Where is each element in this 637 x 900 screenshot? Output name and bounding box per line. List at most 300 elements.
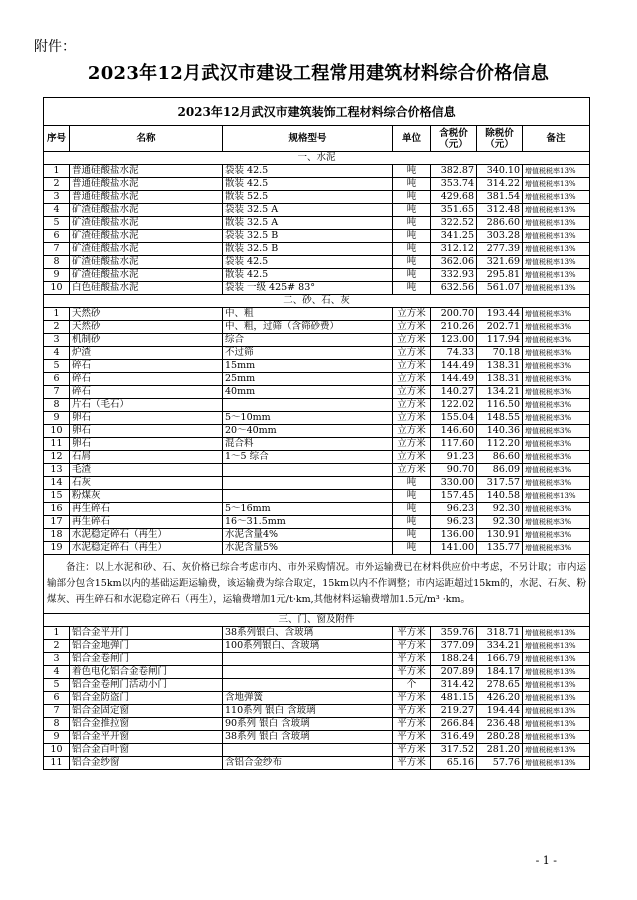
cell-price-with-tax: 332.93 — [431, 269, 477, 282]
cell-name: 铝合金纱窗 — [70, 757, 223, 770]
cell-spec: 混合料 — [223, 438, 393, 451]
cell-price-without-tax: 134.21 — [477, 386, 523, 399]
table-row — [44, 269, 590, 282]
cell-price-with-tax: 141.00 — [431, 542, 477, 555]
cell-remarks: 增值税税率3% — [523, 516, 590, 529]
cell-unit: 立方米 — [393, 334, 431, 347]
table-row — [44, 256, 590, 269]
cell-spec: 40mm — [223, 386, 393, 399]
column-header-remarks: 备注 — [523, 126, 590, 152]
cell-remarks: 增值税税率13% — [523, 204, 590, 217]
cell-index: 7 — [44, 705, 70, 718]
table-row — [44, 347, 590, 360]
cell-index: 5 — [44, 360, 70, 373]
cell-remarks: 增值税税率13% — [523, 731, 590, 744]
cell-price-without-tax: 561.07 — [477, 282, 523, 295]
cell-unit: 立方米 — [393, 464, 431, 477]
table-row — [44, 542, 590, 555]
column-header-name: 名称 — [70, 126, 223, 152]
table-row — [44, 490, 590, 503]
cell-price-with-tax: 157.45 — [431, 490, 477, 503]
table-row — [44, 386, 590, 399]
cell-unit: 吨 — [393, 477, 431, 490]
cell-unit: 立方米 — [393, 373, 431, 386]
cell-price-without-tax: 286.60 — [477, 217, 523, 230]
cell-price-without-tax: 381.54 — [477, 191, 523, 204]
cell-remarks: 增值税税率13% — [523, 640, 590, 653]
cell-name: 毛渣 — [70, 464, 223, 477]
cell-index: 11 — [44, 438, 70, 451]
notes-text: 备注：以上水泥和砂、石、灰价格已综合考虑市内、市外采购情况。市外运输费已在材料供应价中考虑，不另计取；市内运输部分包含15km以内的基础运距运输费，该运输费为综合取定，15km以内不作调整；市内运距超过15km的，水泥、石灰、粉煤灰、再生碎石和水泥稳定碎石（再生），运输费增加1元/t·km,其他材料运输费增加1.5元/m³ ·km。 — [44, 555, 590, 614]
cell-index: 2 — [44, 321, 70, 334]
cell-price-without-tax: 140.58 — [477, 490, 523, 503]
cell-remarks: 增值税税率13% — [523, 191, 590, 204]
cell-price-with-tax: 330.00 — [431, 477, 477, 490]
table-row — [44, 399, 590, 412]
cell-remarks: 增值税税率3% — [523, 373, 590, 386]
cell-spec: 袋装 32.5 A — [223, 204, 393, 217]
cell-price-with-tax: 317.52 — [431, 744, 477, 757]
cell-name: 铝合金平开窗 — [70, 731, 223, 744]
cell-name: 铝合金防盗门 — [70, 692, 223, 705]
cell-remarks: 增值税税率13% — [523, 627, 590, 640]
cell-price-with-tax: 144.49 — [431, 360, 477, 373]
cell-price-without-tax: 194.44 — [477, 705, 523, 718]
cell-index: 7 — [44, 386, 70, 399]
cell-name: 卵石 — [70, 412, 223, 425]
cell-index: 5 — [44, 679, 70, 692]
cell-index: 10 — [44, 282, 70, 295]
cell-price-with-tax: 429.68 — [431, 191, 477, 204]
cell-price-with-tax: 188.24 — [431, 653, 477, 666]
cell-spec: 袋装 一级 425# 83° — [223, 282, 393, 295]
cell-price-with-tax: 90.70 — [431, 464, 477, 477]
cell-spec: 散装 32.5 A — [223, 217, 393, 230]
cell-index: 3 — [44, 334, 70, 347]
page-number-text: - 1 - — [535, 854, 557, 867]
table-row — [44, 477, 590, 490]
cell-unit: 吨 — [393, 269, 431, 282]
cell-spec: 90系列 银白 含玻璃 — [223, 718, 393, 731]
cell-unit: 吨 — [393, 503, 431, 516]
cell-price-with-tax: 341.25 — [431, 230, 477, 243]
cell-remarks: 增值税税率13% — [523, 256, 590, 269]
cell-remarks: 增值税税率13% — [523, 757, 590, 770]
cell-price-without-tax: 140.36 — [477, 425, 523, 438]
notes-row — [44, 555, 590, 614]
cell-unit: 吨 — [393, 217, 431, 230]
cell-price-without-tax: 277.39 — [477, 243, 523, 256]
cell-name: 再生碎石 — [70, 503, 223, 516]
cell-spec — [223, 653, 393, 666]
table-row — [44, 230, 590, 243]
cell-unit: 立方米 — [393, 347, 431, 360]
cell-price-with-tax: 207.89 — [431, 666, 477, 679]
cell-price-with-tax: 219.27 — [431, 705, 477, 718]
cell-name: 矿渣硅酸盐水泥 — [70, 230, 223, 243]
cell-price-without-tax: 138.31 — [477, 373, 523, 386]
cell-name: 片石（毛石） — [70, 399, 223, 412]
cell-spec — [223, 477, 393, 490]
table-row — [44, 217, 590, 230]
cell-name: 着色电化铝合金卷闸门 — [70, 666, 223, 679]
cell-name: 普通硅酸盐水泥 — [70, 165, 223, 178]
cell-price-with-tax: 481.15 — [431, 692, 477, 705]
cell-price-without-tax: 202.71 — [477, 321, 523, 334]
cell-price-with-tax: 96.23 — [431, 516, 477, 529]
table-row — [44, 705, 590, 718]
cell-price-with-tax: 351.65 — [431, 204, 477, 217]
cell-remarks: 增值税税率3% — [523, 438, 590, 451]
cell-index: 10 — [44, 744, 70, 757]
cell-unit: 吨 — [393, 230, 431, 243]
table-row — [44, 653, 590, 666]
cell-name: 水泥稳定碎石（再生） — [70, 529, 223, 542]
cell-index: 6 — [44, 373, 70, 386]
table-row — [44, 640, 590, 653]
cell-unit: 吨 — [393, 178, 431, 191]
cell-name: 白色硅酸盐水泥 — [70, 282, 223, 295]
cell-spec: 水泥含量4% — [223, 529, 393, 542]
cell-spec: 中、粗，过筛（含筛砂费） — [223, 321, 393, 334]
table-row — [44, 243, 590, 256]
cell-price-without-tax: 303.28 — [477, 230, 523, 243]
cell-remarks: 增值税税率3% — [523, 399, 590, 412]
cell-price-without-tax: 138.31 — [477, 360, 523, 373]
cell-unit: 立方米 — [393, 321, 431, 334]
cell-price-without-tax: 112.20 — [477, 438, 523, 451]
table-row — [44, 529, 590, 542]
cell-unit: 吨 — [393, 243, 431, 256]
cell-price-with-tax: 122.02 — [431, 399, 477, 412]
cell-price-without-tax: 317.57 — [477, 477, 523, 490]
cell-price-with-tax: 74.33 — [431, 347, 477, 360]
cell-name: 炉渣 — [70, 347, 223, 360]
cell-name: 再生碎石 — [70, 516, 223, 529]
cell-remarks: 增值税税率3% — [523, 503, 590, 516]
cell-remarks: 增值税税率13% — [523, 282, 590, 295]
cell-spec: 38系列银白、含玻璃 — [223, 627, 393, 640]
cell-spec: 袋装 42.5 — [223, 256, 393, 269]
cell-index: 11 — [44, 757, 70, 770]
cell-spec — [223, 744, 393, 757]
cell-price-with-tax: 91.23 — [431, 451, 477, 464]
cell-spec: 散装 32.5 B — [223, 243, 393, 256]
cell-spec: 水泥含量5% — [223, 542, 393, 555]
cell-price-without-tax: 86.09 — [477, 464, 523, 477]
table-row — [44, 412, 590, 425]
cell-index: 15 — [44, 490, 70, 503]
cell-price-with-tax: 140.27 — [431, 386, 477, 399]
cell-price-without-tax: 148.55 — [477, 412, 523, 425]
table-row — [44, 679, 590, 692]
cell-remarks: 增值税税率3% — [523, 321, 590, 334]
cell-price-without-tax: 86.60 — [477, 451, 523, 464]
cell-unit: 平方米 — [393, 705, 431, 718]
cell-index: 13 — [44, 464, 70, 477]
cell-price-without-tax: 334.21 — [477, 640, 523, 653]
cell-unit: 立方米 — [393, 438, 431, 451]
cell-index: 5 — [44, 217, 70, 230]
cell-spec: 5～10mm — [223, 412, 393, 425]
cell-index: 17 — [44, 516, 70, 529]
table-title: 2023年12月武汉市建筑装饰工程材料综合价格信息 — [44, 98, 590, 126]
cell-spec: 1～5 综合 — [223, 451, 393, 464]
table-row — [44, 666, 590, 679]
cell-remarks: 增值税税率3% — [523, 464, 590, 477]
cell-remarks: 增值税税率13% — [523, 217, 590, 230]
cell-price-with-tax: 632.56 — [431, 282, 477, 295]
cell-price-without-tax: 236.48 — [477, 718, 523, 731]
cell-name: 铝合金百叶窗 — [70, 744, 223, 757]
cell-unit: 立方米 — [393, 399, 431, 412]
cell-name: 石灰 — [70, 477, 223, 490]
cell-remarks: 增值税税率13% — [523, 490, 590, 503]
cell-price-without-tax: 92.30 — [477, 516, 523, 529]
cell-price-with-tax: 266.84 — [431, 718, 477, 731]
cell-name: 普通硅酸盐水泥 — [70, 178, 223, 191]
table-row — [44, 204, 590, 217]
cell-unit: 立方米 — [393, 308, 431, 321]
cell-spec: 25mm — [223, 373, 393, 386]
table-row — [44, 334, 590, 347]
cell-price-with-tax: 322.52 — [431, 217, 477, 230]
cell-unit: 平方米 — [393, 627, 431, 640]
cell-spec: 袋装 42.5 — [223, 165, 393, 178]
cell-remarks: 增值税税率13% — [523, 243, 590, 256]
cell-price-without-tax: 281.20 — [477, 744, 523, 757]
cell-remarks: 增值税税率3% — [523, 451, 590, 464]
cell-price-with-tax: 362.06 — [431, 256, 477, 269]
cell-price-without-tax: 314.22 — [477, 178, 523, 191]
cell-remarks: 增值税税率13% — [523, 718, 590, 731]
cell-price-with-tax: 359.76 — [431, 627, 477, 640]
cell-spec: 含地弹簧 — [223, 692, 393, 705]
cell-unit: 立方米 — [393, 451, 431, 464]
cell-index: 6 — [44, 692, 70, 705]
cell-name: 矿渣硅酸盐水泥 — [70, 269, 223, 282]
cell-unit: 吨 — [393, 204, 431, 217]
table-row — [44, 360, 590, 373]
cell-name: 矿渣硅酸盐水泥 — [70, 204, 223, 217]
cell-unit: 吨 — [393, 165, 431, 178]
cell-index: 14 — [44, 477, 70, 490]
cell-remarks: 增值税税率3% — [523, 360, 590, 373]
cell-remarks: 增值税税率3% — [523, 386, 590, 399]
cell-unit: 吨 — [393, 256, 431, 269]
cell-unit: 吨 — [393, 490, 431, 503]
cell-price-with-tax: 146.60 — [431, 425, 477, 438]
cell-name: 天然砂 — [70, 308, 223, 321]
cell-spec: 综合 — [223, 334, 393, 347]
cell-price-without-tax: 135.77 — [477, 542, 523, 555]
cell-spec — [223, 399, 393, 412]
cell-name: 普通硅酸盐水泥 — [70, 191, 223, 204]
table-row — [44, 744, 590, 757]
column-header-spec: 规格型号 — [223, 126, 393, 152]
cell-index: 8 — [44, 718, 70, 731]
cell-spec: 散装 42.5 — [223, 178, 393, 191]
cell-spec: 110系列 银白 含玻璃 — [223, 705, 393, 718]
cell-remarks: 增值税税率3% — [523, 425, 590, 438]
section-title: 三、门、窗及附件 — [44, 614, 590, 627]
cell-unit: 立方米 — [393, 386, 431, 399]
cell-unit: 吨 — [393, 529, 431, 542]
cell-price-with-tax: 382.87 — [431, 165, 477, 178]
cell-price-with-tax: 377.09 — [431, 640, 477, 653]
cell-spec — [223, 464, 393, 477]
cell-index: 18 — [44, 529, 70, 542]
cell-price-with-tax: 312.12 — [431, 243, 477, 256]
cell-name: 机制砂 — [70, 334, 223, 347]
page-number — [0, 854, 637, 867]
cell-index: 3 — [44, 653, 70, 666]
cell-index: 1 — [44, 165, 70, 178]
section-header-row — [44, 152, 590, 165]
cell-spec: 散装 42.5 — [223, 269, 393, 282]
cell-price-without-tax: 321.69 — [477, 256, 523, 269]
cell-price-with-tax: 314.42 — [431, 679, 477, 692]
cell-index: 6 — [44, 230, 70, 243]
column-header-price-without-tax: 除税价（元） — [477, 126, 523, 152]
cell-spec: 100系列银白、含玻璃 — [223, 640, 393, 653]
cell-unit: 吨 — [393, 191, 431, 204]
cell-spec: 20～40mm — [223, 425, 393, 438]
column-header-unit: 单位 — [393, 126, 431, 152]
table-row — [44, 373, 590, 386]
cell-name: 矿渣硅酸盐水泥 — [70, 243, 223, 256]
table-row — [44, 627, 590, 640]
cell-index: 8 — [44, 399, 70, 412]
cell-name: 粉煤灰 — [70, 490, 223, 503]
cell-index: 12 — [44, 451, 70, 464]
cell-remarks: 增值税税率3% — [523, 412, 590, 425]
cell-name: 水泥稳定碎石（再生） — [70, 542, 223, 555]
cell-name: 碎石 — [70, 360, 223, 373]
cell-name: 铝合金推拉窗 — [70, 718, 223, 731]
cell-unit: 平方米 — [393, 653, 431, 666]
cell-name: 矿渣硅酸盐水泥 — [70, 256, 223, 269]
attachment-label: 附件： — [34, 39, 76, 55]
cell-price-with-tax: 123.00 — [431, 334, 477, 347]
cell-price-with-tax: 210.26 — [431, 321, 477, 334]
table-row — [44, 178, 590, 191]
section-header-row — [44, 614, 590, 627]
cell-price-without-tax: 70.18 — [477, 347, 523, 360]
cell-spec — [223, 490, 393, 503]
cell-price-without-tax: 426.20 — [477, 692, 523, 705]
cell-remarks: 增值税税率3% — [523, 347, 590, 360]
table-row — [44, 718, 590, 731]
cell-remarks: 增值税税率13% — [523, 666, 590, 679]
cell-spec — [223, 679, 393, 692]
cell-unit: 平方米 — [393, 718, 431, 731]
cell-price-with-tax: 144.49 — [431, 373, 477, 386]
cell-spec: 含铝合金纱布 — [223, 757, 393, 770]
cell-spec — [223, 666, 393, 679]
table-row — [44, 464, 590, 477]
cell-unit: 吨 — [393, 516, 431, 529]
cell-index: 1 — [44, 627, 70, 640]
table-row — [44, 308, 590, 321]
cell-unit: 个 — [393, 679, 431, 692]
cell-name: 卵石 — [70, 425, 223, 438]
cell-price-without-tax: 130.91 — [477, 529, 523, 542]
cell-name: 铝合金地弹门 — [70, 640, 223, 653]
cell-price-without-tax: 116.50 — [477, 399, 523, 412]
cell-spec: 不过筛 — [223, 347, 393, 360]
cell-price-without-tax: 92.30 — [477, 503, 523, 516]
cell-name: 铝合金卷闸门活动小门 — [70, 679, 223, 692]
table-row — [44, 451, 590, 464]
cell-remarks: 增值税税率3% — [523, 334, 590, 347]
cell-unit: 平方米 — [393, 757, 431, 770]
cell-index: 2 — [44, 640, 70, 653]
table-row — [44, 757, 590, 770]
cell-index: 16 — [44, 503, 70, 516]
cell-index: 2 — [44, 178, 70, 191]
table-row — [44, 321, 590, 334]
cell-remarks: 增值税税率3% — [523, 529, 590, 542]
cell-price-without-tax: 340.10 — [477, 165, 523, 178]
table-row — [44, 503, 590, 516]
cell-index: 3 — [44, 191, 70, 204]
cell-spec: 5～16mm — [223, 503, 393, 516]
cell-index: 8 — [44, 256, 70, 269]
table-row — [44, 516, 590, 529]
cell-name: 碎石 — [70, 373, 223, 386]
cell-price-without-tax: 166.79 — [477, 653, 523, 666]
cell-unit: 立方米 — [393, 425, 431, 438]
cell-spec: 38系列 银白 含玻璃 — [223, 731, 393, 744]
cell-spec: 16～31.5mm — [223, 516, 393, 529]
table-row — [44, 731, 590, 744]
cell-remarks: 增值税税率3% — [523, 542, 590, 555]
cell-remarks: 增值税税率13% — [523, 692, 590, 705]
section-title: 一、水泥 — [44, 152, 590, 165]
cell-spec: 中、粗 — [223, 308, 393, 321]
cell-name: 卵石 — [70, 438, 223, 451]
cell-index: 4 — [44, 666, 70, 679]
table-header-row — [44, 126, 590, 152]
cell-price-with-tax: 96.23 — [431, 503, 477, 516]
cell-index: 7 — [44, 243, 70, 256]
cell-name: 石屑 — [70, 451, 223, 464]
column-header-index: 序号 — [44, 126, 70, 152]
cell-unit: 平方米 — [393, 666, 431, 679]
cell-name: 铝合金平开门 — [70, 627, 223, 640]
table-row — [44, 438, 590, 451]
table-row — [44, 692, 590, 705]
table-row — [44, 425, 590, 438]
cell-remarks: 增值税税率13% — [523, 705, 590, 718]
cell-price-with-tax: 117.60 — [431, 438, 477, 451]
table-title-row — [44, 98, 590, 126]
cell-spec: 15mm — [223, 360, 393, 373]
cell-remarks: 增值税税率13% — [523, 744, 590, 757]
cell-price-with-tax: 65.16 — [431, 757, 477, 770]
cell-price-without-tax: 57.76 — [477, 757, 523, 770]
cell-index: 4 — [44, 204, 70, 217]
cell-unit: 平方米 — [393, 640, 431, 653]
document-title: 2023年12月武汉市建设工程常用建筑材料综合价格信息 — [87, 63, 550, 84]
cell-price-without-tax: 117.94 — [477, 334, 523, 347]
cell-remarks: 增值税税率13% — [523, 653, 590, 666]
cell-price-without-tax: 318.71 — [477, 627, 523, 640]
table-row — [44, 191, 590, 204]
cell-unit: 立方米 — [393, 360, 431, 373]
cell-remarks: 增值税税率3% — [523, 308, 590, 321]
